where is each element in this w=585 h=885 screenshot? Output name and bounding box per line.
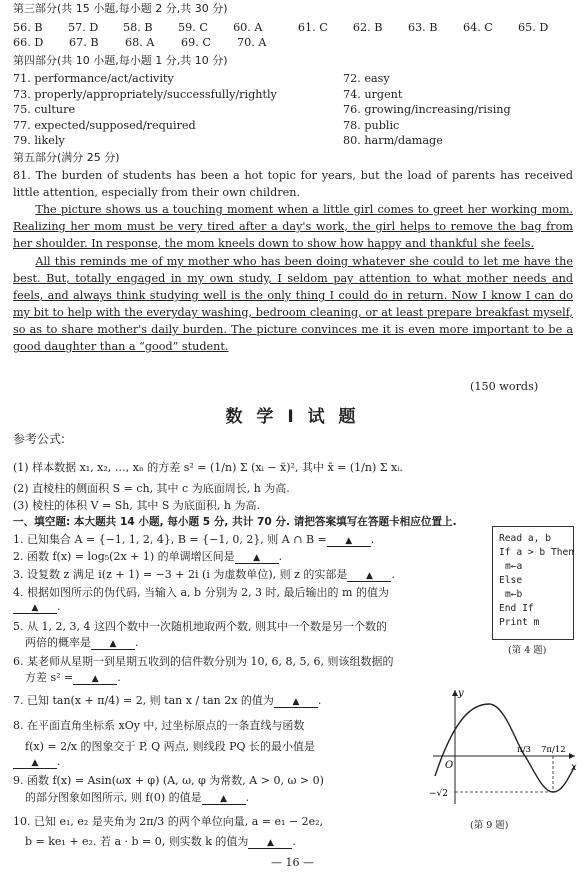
answer-row [13, 133, 573, 149]
code-caption: (第 4 题) [508, 645, 547, 656]
code-line: If a > b Then [499, 547, 575, 558]
page-title: 数 学 Ⅰ 试 题 [225, 407, 360, 427]
answer-item: 74. urgent [343, 87, 403, 101]
question-text: 6. 某老师从星期一到星期五收到的信件数分别为 10, 6, 8, 5, 6, 则该组数据的 [13, 655, 394, 668]
answer-item: 77. expected/supposed/required [13, 118, 196, 132]
answer-item: 60. A [233, 21, 263, 34]
essay-prompt: 81. The burden of students has been a hot topic for years, but the load of parents has received little attention, especially from their own children. [13, 169, 573, 199]
answer-item: 78. public [343, 118, 400, 132]
part3-header: 第三部分(共 15 小题,每小题 2 分,共 30 分) [13, 2, 228, 15]
answer-item: 69. C [181, 36, 211, 49]
question-text: 8. 在平面直角坐标系 xOy 中, 过坐标原点的一条直线与函数 [13, 719, 305, 732]
answer-blank: ▲ [91, 639, 135, 650]
answer-item: 57. D [68, 21, 99, 34]
essay-paragraph-text: The picture shows us a touching moment when a little girl comes to greet her working mom. Realizing her mom must be very tired after a day's work, the girl helps to remove the bag from her shoulder. In response, the mom kneels down to show how happy and thankful she feels. [13, 203, 573, 250]
essay-paragraph-2 [13, 253, 573, 355]
question-text: 4. 根据如图所示的伪代码, 当输入 a, b 分别为 2, 3 时, 最后输出的 m 的值为 [13, 586, 389, 599]
code-line: Else [499, 575, 523, 586]
answer-item: 59. C [178, 21, 208, 34]
answer-row [13, 20, 573, 35]
question-10 [13, 813, 323, 829]
question-text: 两倍的概率是 [25, 636, 91, 649]
part3-answers [13, 20, 573, 50]
question-7: 7. 已知 tan(x + π/4) = 2, 则 tan x / tan 2x 的值为 ▲ . [13, 694, 322, 707]
answer-item: 67. B [69, 36, 99, 49]
question-text: f(x) = 2/x 的图象交于 P, Q 两点, 则线段 PQ 长的最小值是 [25, 740, 316, 753]
question-text: 2. 函数 f(x) = log₅(2x + 1) 的单调增区间是 [13, 550, 235, 563]
answer-item: 70. A [237, 36, 267, 49]
formula-1: (1) 样本数据 x₁, x₂, …, xₙ 的方差 s² = (1/n) Σ (xᵢ − x̄)², 其中 x̄ = (1/n) Σ xᵢ. [13, 461, 403, 474]
answer-item: 58. B [123, 21, 153, 34]
question-text: 7. 已知 tan(x + π/4) = 2, 则 tan x / tan 2x 的值为 [13, 694, 274, 707]
question-text: 1. 已知集合 A = {−1, 1, 2, 4}, B = {−1, 0, 2}, 则 A ∩ B = [13, 533, 327, 546]
part5-header: 第五部分(满分 25 分) [13, 151, 120, 164]
origin-label: O [445, 760, 454, 771]
answer-item: 73. properly/appropriately/successfully/rightly [13, 87, 277, 101]
answer-item: 65. D [517, 21, 549, 34]
question-text: 9. 函数 f(x) = Asin(ωx + φ) (A, ω, φ 为常数, A > 0, ω > 0) [13, 774, 324, 787]
answer-row [13, 35, 573, 50]
question-2: 2. 函数 f(x) = log₅(2x + 1) 的单调增区间是 ▲ . [13, 550, 283, 563]
code-line: Print m [499, 617, 540, 628]
part4-answers [13, 71, 573, 149]
code-line: m←a [505, 561, 523, 572]
answer-row [13, 87, 573, 103]
graph-caption: (第 9 题) [470, 820, 509, 831]
word-count: (150 words) [470, 380, 539, 393]
essay-paragraph-text: All this reminds me of my mother who has been doing whatever she could to let me have the best. But, totally engaged in my own study, I seldom pay attention to what mother needs and feels, and always think studying well is the only thing I could do in return. Now I know I can do my bit to help with the everyday washing, bedroom cleaning, or at least prepare breakfast myself, so as to share mother's daily burden. The picture convinces me it is even more important to be a good daughter than a “good” student. [13, 255, 573, 353]
part4-header: 第四部分(共 10 小题,每小题 1 分,共 10 分) [13, 54, 228, 67]
answer-item: 80. harm/damage [343, 134, 443, 147]
answer-item: 68. A [125, 36, 155, 49]
answer-item: 66. D [13, 36, 44, 49]
question-3: 3. 设复数 z 满足 i(z + 1) = −3 + 2i (i 为虚数单位), 则 z 的实部是 ▲ . [13, 568, 395, 581]
question-4 [13, 584, 389, 600]
answer-blank: ▲ [202, 794, 246, 805]
answer-blank: ▲ [347, 571, 391, 582]
question-10-cont: b = ke₁ + e₂. 若 a · b = 0, 则实数 k 的值为 ▲ . [25, 835, 296, 848]
answer-row [13, 118, 573, 134]
answer-item: 79. likely [13, 134, 65, 147]
question-text: 10. 已知 e₁, e₂ 是夹角为 2π/3 的两个单位向量, a = e₁ − 2e₂, [13, 815, 324, 828]
answer-blank: ▲ [13, 603, 57, 614]
question-1: 1. 已知集合 A = {−1, 1, 2, 4}, B = {−1, 0, 2}, 则 A ∩ B = ▲ . [13, 533, 375, 546]
answer-blank: ▲ [13, 758, 57, 769]
answer-item: 63. B [407, 21, 438, 34]
answer-blank: ▲ [274, 697, 318, 708]
formula-label: 参考公式: [13, 432, 66, 446]
question-8-cont [25, 738, 315, 754]
formula-3: (3) 棱柱的体积 V = Sh, 其中 S 为底面积, h 为高. [13, 499, 260, 512]
question-8 [13, 717, 304, 733]
tick-label: 7π/12 [541, 745, 566, 755]
question-9-cont: 的部分图象如图所示, 则 f(0) 的值是 ▲ . [25, 791, 250, 804]
question-text: 5. 从 1, 2, 3, 4 这四个数中一次随机地取两个数, 则其中一个数是另一个数的 [13, 620, 387, 633]
sine-graph [425, 686, 580, 811]
question-text: 3. 设复数 z 满足 i(z + 1) = −3 + 2i (i 为虚数单位), 则 z 的实部是 [13, 568, 348, 581]
question-text: 方差 s² = [25, 671, 74, 684]
answer-blank: ▲ [235, 553, 279, 564]
answer-item: 76. growing/increasing/rising [343, 103, 511, 116]
question-text: 的部分图象如图所示, 则 f(0) 的值是 [25, 791, 202, 804]
answer-item: 71. performance/act/activity [13, 72, 174, 85]
question-4-answer: ▲ . [13, 600, 61, 614]
page-number: — 16 — [271, 856, 314, 869]
question-5 [13, 618, 387, 634]
pseudocode-box [492, 526, 574, 640]
x-axis-arrow [569, 753, 575, 759]
answer-item: 56. B [13, 21, 43, 34]
question-8-answer: ▲ . [13, 755, 61, 769]
answer-item: 62. B [352, 21, 383, 34]
answer-blank: ▲ [248, 838, 292, 849]
y-label: y [458, 688, 464, 699]
answer-item: 64. C [462, 21, 493, 34]
code-line: m←b [505, 589, 523, 600]
question-6 [13, 653, 393, 669]
answer-row [13, 71, 573, 87]
section-heading: 一、填空题: 本大题共 14 小题, 每小题 5 分, 共计 70 分. 请把答案填写在答题卡相应位置上. [13, 516, 457, 528]
question-6-cont: 方差 s² = ▲ . [25, 671, 121, 684]
question-text: b = ke₁ + e₂. 若 a · b = 0, 则实数 k 的值为 [25, 835, 249, 848]
answer-row [13, 102, 573, 118]
code-line: End If [499, 603, 534, 614]
answer-blank: ▲ [327, 536, 371, 547]
answer-item: 72. easy [343, 72, 390, 85]
essay-paragraph-1 [13, 201, 573, 252]
question-9 [13, 772, 324, 788]
code-line: Read a, b [499, 533, 551, 544]
x-label: x [571, 762, 577, 773]
answer-item: 61. C [297, 21, 328, 34]
answer-item: 75. culture [13, 103, 76, 116]
formula-2: (2) 直棱柱的侧面积 S = ch, 其中 c 为底面周长, h 为高. [13, 482, 290, 495]
tick-label: π/3 [517, 745, 531, 755]
tick-label: −√2 [429, 789, 449, 799]
answer-blank: ▲ [73, 674, 117, 685]
question-5-cont: 两倍的概率是 ▲ . [25, 636, 139, 649]
